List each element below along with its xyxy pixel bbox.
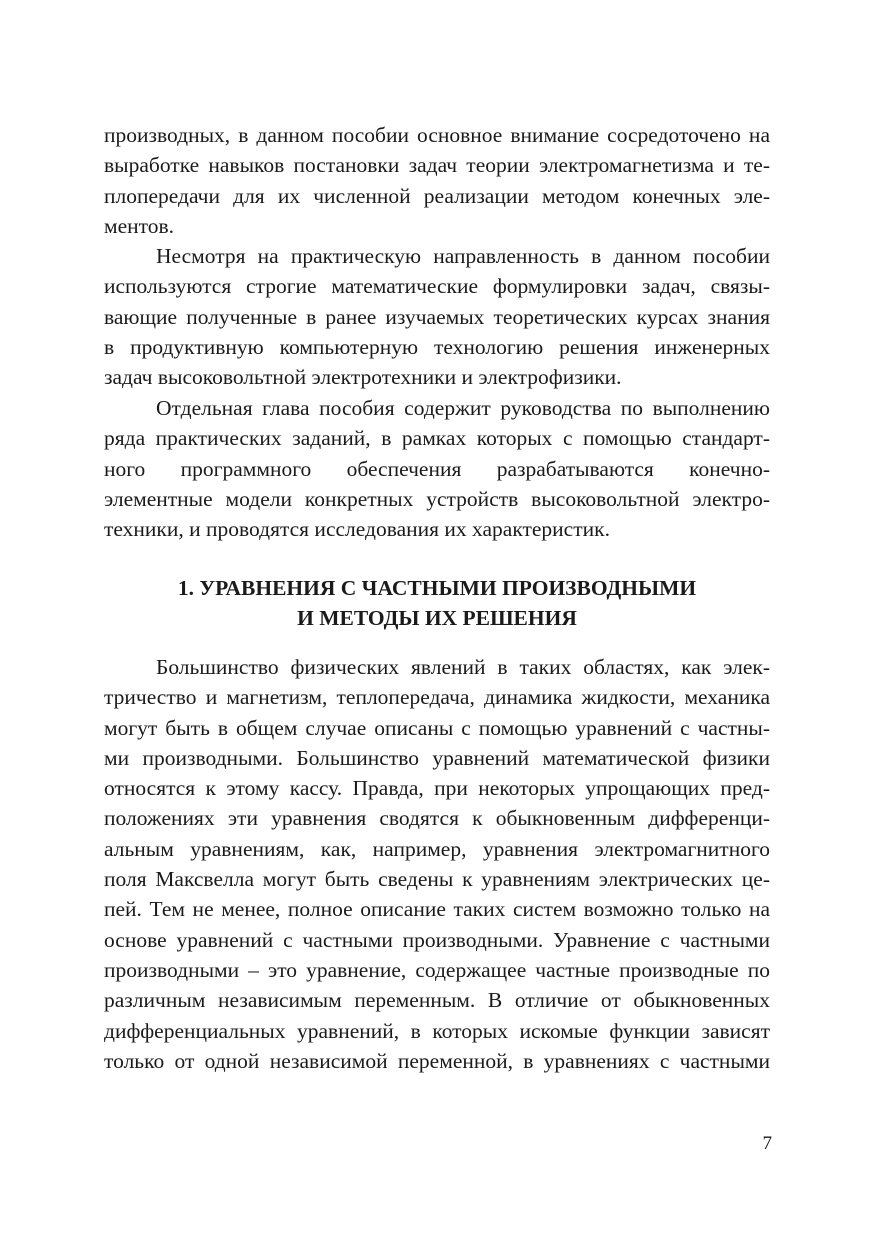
text-line: тричество и магнетизм, теплопередача, динамика жидкости, механика [104, 685, 770, 710]
text-line: положениях эти уравнения сводятся к обыкновенным дифференци- [104, 806, 770, 831]
text-line: Отдельная глава пособия содержит руководства по выполнению [156, 396, 770, 420]
page-number: 7 [762, 1133, 772, 1154]
paragraph-pde-intro [104, 652, 770, 1076]
text-line: Несмотря на практическую направленность в данном пособии [156, 244, 770, 268]
paragraph-continuation [104, 120, 770, 241]
paragraph-methods [104, 241, 770, 392]
text-line: пей. Тем не менее, полное описание таких систем возможно только на [104, 897, 770, 922]
text-line: поля Максвелла могут быть сведены к уравнениям электрических це- [104, 867, 770, 892]
text-line: техники, и проводятся исследования их характеристик. [104, 517, 610, 542]
text-line: плопередачи для их численной реализации методом конечных эле- [104, 183, 770, 208]
section-heading [104, 573, 770, 634]
text-line: вающие полученные в ранее изучаемых теоретических курсах знания [104, 304, 770, 329]
paragraph-practical-chapter [104, 393, 770, 544]
text-line: в продуктивную компьютерную технологию решения инженерных [104, 334, 770, 359]
text-line: производными – это уравнение, содержащее частные производные по [104, 957, 770, 982]
text-line: альным уравнениям, как, например, уравнения электромагнитного [104, 836, 770, 861]
text-line: только от одной независимой переменной, в уравнениях с частными [104, 1048, 770, 1073]
text-line: основе уравнений с частными производными. Уравнение с частными [104, 927, 770, 952]
text-line: используются строгие математические формулировки задач, связы- [104, 274, 770, 299]
section-heading-line-2: И МЕТОДЫ ИХ РЕШЕНИЯ [297, 606, 577, 631]
section-heading-line-1: 1. УРАВНЕНИЯ С ЧАСТНЫМИ ПРОИЗВОДНЫМИ [177, 576, 697, 600]
text-line: ного программного обеспечения разрабатываются конечно- [104, 456, 770, 481]
text-line: могут быть в общем случае описаны с помощью уравнений с частны- [104, 715, 770, 740]
text-line: Большинство физических явлений в таких областях, как элек- [156, 655, 770, 679]
text-line: различным независимым переменным. В отличие от обыкновенных [104, 988, 770, 1013]
text-line: относятся к этому кассу. Правда, при некоторых упрощающих пред- [104, 776, 770, 801]
text-line: производных, в данном пособии основное внимание сосредоточено на [104, 123, 770, 147]
text-line: выработке навыков постановки задач теории электромагнетизма и те- [104, 153, 770, 178]
text-line: дифференциальных уравнений, в которых искомые функции зависят [104, 1018, 770, 1043]
text-line: ряда практических заданий, в рамках которых с помощью стандарт- [104, 426, 770, 451]
text-line: задач высоковольтной электротехники и электрофизики. [104, 365, 622, 390]
text-line: элементные модели конкретных устройств высоковольтной электро- [104, 486, 770, 511]
text-line: ментов. [104, 213, 175, 238]
text-line: ми производными. Большинство уравнений математической физики [104, 745, 770, 770]
